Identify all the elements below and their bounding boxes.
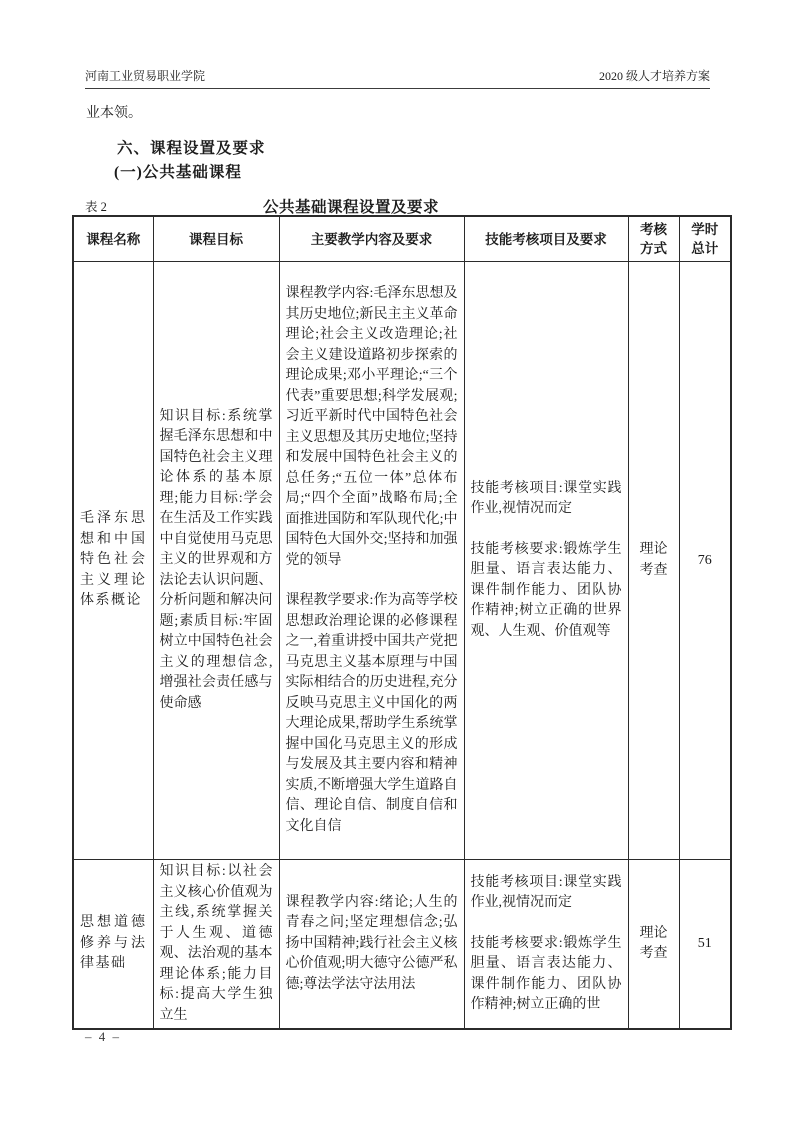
content-cell	[279, 262, 464, 860]
section-heading: 六、课程设置及要求	[117, 140, 266, 157]
course-name-cell: 思想道德修养与法律基础	[73, 860, 153, 1030]
header-plan-name: 2020 级人才培养方案	[598, 69, 710, 83]
subsection-heading: (一)公共基础课程	[114, 164, 242, 181]
header-school-name: 河南工业贸易职业学院	[85, 69, 206, 83]
continuation-text: 业本领。	[86, 106, 142, 121]
objectives-cell: 知识目标:系统掌握毛泽东思想和中国特色社会主义理论体系的基本原理;能力目标:学会在生活及工作实践中自觉使用马克思主义的世界观和方法论去认识问题、分析问题和解决问题;素质目标:牢固树立中国特色社会主义的理想信念,增强社会责任感与使命感	[153, 262, 279, 860]
content-paragraph: 课程教学要求:作为高等学校思想政治理论课的必修课程之一,着重讲授中国共产党把马克思主义基本原理与中国实际相结合的历史进程,充分反映马克思主义中国化的两大理论成果,帮助学生系统掌握中国化马克思主义的形成与发展及其主要内容和精神实质,不断增强大学生道路自信、理论自信、制度自信和文化自信	[285, 593, 458, 834]
table-header-row	[73, 216, 731, 262]
col-exam-method: 考核方式	[628, 216, 679, 262]
col-objectives: 课程目标	[153, 216, 279, 262]
col-content: 主要教学内容及要求	[279, 216, 464, 262]
exam-method-cell: 理论考查	[628, 860, 679, 1030]
course-name-cell: 毛泽东思想和中国特色社会主义理论体系概论	[73, 262, 153, 860]
running-header	[85, 68, 710, 89]
page-number: – 4 –	[85, 1029, 121, 1044]
content-paragraph: 课程教学内容:毛泽东思想及其历史地位;新民主主义革命理论;社会主义改造理论;社会主义建设道路初步探索的理论成果;邓小平理论;“三个代表”重要思想;科学发展观;习近平新时代中国特色社会主义思想及其历史地位;坚持和发展中国特色社会主义的总任务;“五位一体”总体布局;“四个全面”战略布局;全面推进国防和军队现代化;中国特色大国外交;坚持和加强党的领导	[285, 286, 458, 568]
hours-cell: 76	[679, 262, 731, 860]
table-row	[73, 860, 731, 1030]
content-paragraph: 课程教学内容:绪论;人生的青春之问;坚定理想信念;弘扬中国精神;践行社会主义核心价值观;明大德守公德严私德;尊法学法守法用法	[285, 894, 458, 992]
table-row	[73, 262, 731, 860]
table-caption	[0, 195, 793, 215]
assessment-cell	[464, 262, 628, 860]
table-label: 表 2	[85, 200, 107, 214]
content-cell	[279, 860, 464, 1030]
hours-cell: 51	[679, 860, 731, 1030]
col-total-hours: 学时总计	[679, 216, 731, 262]
assessment-cell	[464, 860, 628, 1030]
table-title: 公共基础课程设置及要求	[263, 199, 440, 216]
exam-method-cell: 理论考查	[628, 262, 679, 860]
assessment-paragraph: 技能考核要求:锻炼学生胆量、语言表达能力、课件制作能力、团队协作精神;树立正确的世界观、人生观、价值观等	[470, 541, 622, 639]
col-course-name: 课程名称	[73, 216, 153, 262]
col-skill-assessment: 技能考核项目及要求	[464, 216, 628, 262]
assessment-paragraph: 技能考核项目:课堂实践作业,视情况而定	[470, 480, 622, 517]
assessment-paragraph: 技能考核要求:锻炼学生胆量、语言表达能力、课件制作能力、团队协作精神;树立正确的世	[470, 935, 622, 1012]
assessment-paragraph: 技能考核项目:课堂实践作业,视情况而定	[470, 874, 622, 910]
courses-table	[72, 215, 732, 1030]
objectives-cell: 知识目标:以社会主义核心价值观为主线,系统掌握关于人生观、道德观、法治观的基本理论体系;能力目标:提高大学生独立生	[153, 860, 279, 1030]
